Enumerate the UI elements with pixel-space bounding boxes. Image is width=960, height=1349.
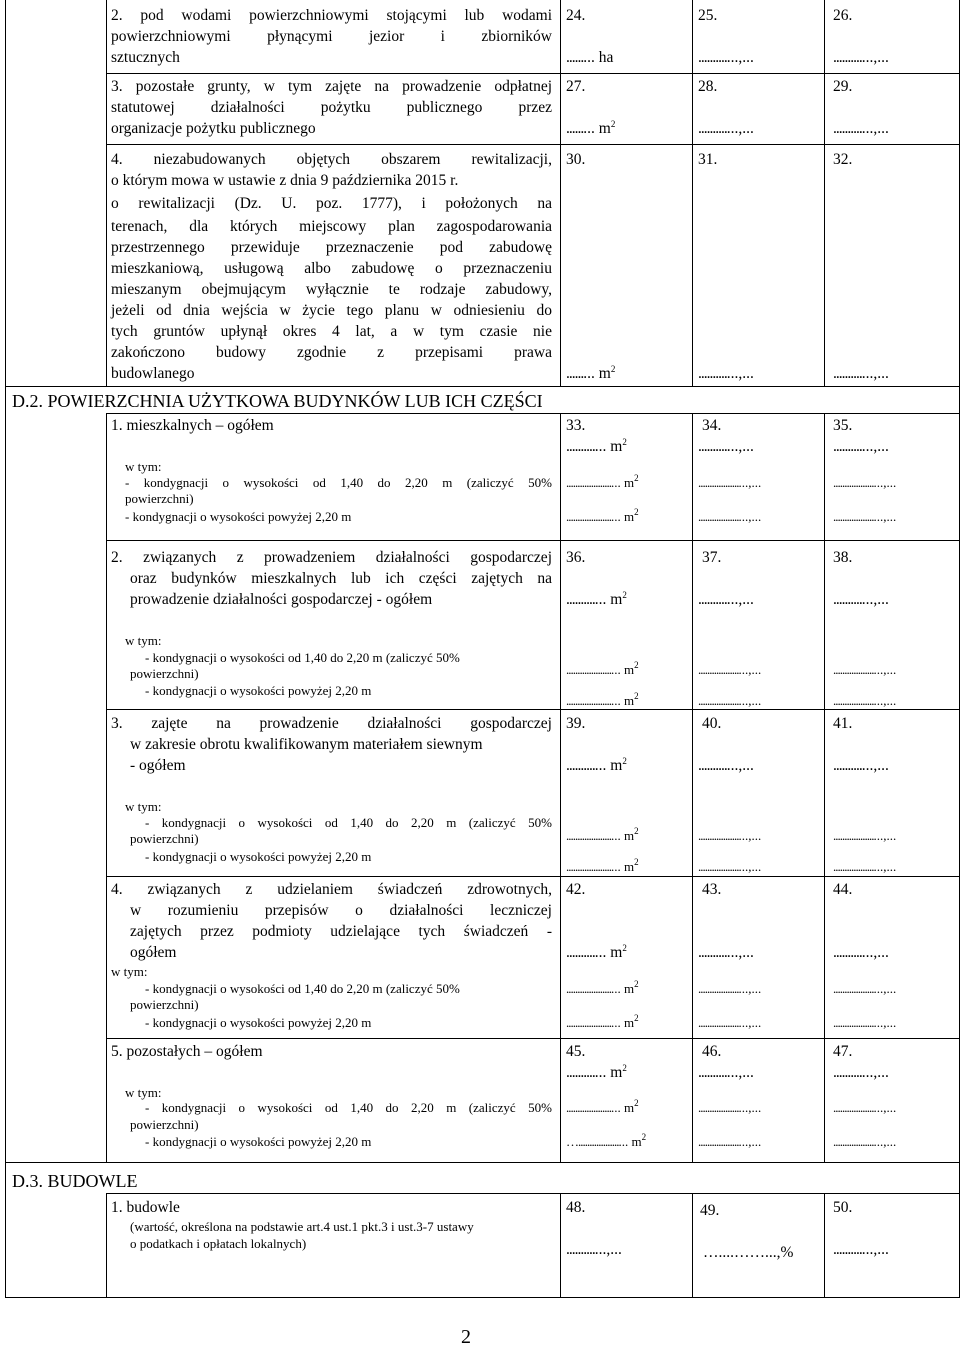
- field-number: 45.: [566, 1043, 586, 1060]
- row-text: mieszkaniową, usługową albo zabudowę o przeznaczeniu: [111, 260, 552, 277]
- row-text: terenach, dla których miejscowy plan zagospodarowania: [111, 218, 552, 235]
- in-which-label: w tym:: [125, 799, 162, 814]
- in-which-label: w tym:: [111, 964, 148, 979]
- tax-base-field[interactable]: .............,...: [698, 49, 754, 66]
- field-number: 25.: [698, 7, 718, 24]
- row-text: budowlanego: [111, 365, 195, 382]
- row-text: powierzchni): [130, 1117, 199, 1132]
- field-number: 40.: [702, 715, 722, 732]
- field-number: 28.: [698, 78, 718, 95]
- tax-base-field[interactable]: .............,...: [698, 365, 754, 382]
- field-number: 46.: [702, 1043, 722, 1060]
- grid-line: [824, 0, 825, 387]
- grid-line: [106, 709, 960, 710]
- row-text: - kondygnacji o wysokości od 1,40 do 2,20 m (zaliczyć 50%: [145, 650, 460, 665]
- row-text: 1. mieszkalnych – ogółem: [111, 417, 274, 434]
- rate-field[interactable]: .............,...: [833, 944, 889, 961]
- field-number: 34.: [702, 417, 722, 434]
- row-text: 2. pod wodami powierzchniowymi stojącymi lub wodami: [111, 7, 552, 24]
- tax-base-field[interactable]: .....................,...: [698, 1100, 762, 1115]
- row-text: - kondygnacji o wysokości powyżej 2,20 m: [125, 509, 352, 524]
- grid-line: [692, 0, 693, 387]
- row-text: statutowej działalności pożytku publicznego przez: [111, 99, 552, 116]
- area-field[interactable]: ....................... $m^2$: [566, 857, 639, 874]
- tax-base-field[interactable]: .....................,...: [698, 693, 762, 708]
- field-number: 27.: [566, 78, 586, 95]
- rate-field[interactable]: .....................,...: [833, 981, 897, 996]
- field-number: 43.: [702, 881, 722, 898]
- rate-field[interactable]: .............,...: [833, 120, 889, 137]
- field-number: 49.: [700, 1202, 720, 1219]
- section-title: D.2. POWIERZCHNIA UŻYTKOWA BUDYNKÓW LUB ICH CZĘŚCI: [12, 391, 543, 411]
- row-text: (wartość, określona na podstawie art.4 ust.1 pkt.3 i ust.3-7 ustawy: [130, 1219, 474, 1234]
- grid-line: [106, 73, 960, 74]
- grid-line: [106, 413, 107, 1163]
- row-text: 2. związanych z prowadzeniem działalności gospodarczej: [111, 549, 552, 566]
- area-field[interactable]: ......... $m^2$: [566, 119, 616, 137]
- row-text: 1. budowle: [111, 1199, 180, 1216]
- tax-base-field[interactable]: .....................,...: [698, 1015, 762, 1030]
- grid-line: [692, 1193, 693, 1298]
- tax-base-field[interactable]: .............,...: [698, 944, 754, 961]
- field-number: 32.: [833, 151, 853, 168]
- row-text: tych gruntów upłynął okres 4 lat, a w tym czasie nie: [111, 323, 552, 340]
- grid-line: [106, 413, 960, 414]
- tax-base-field[interactable]: .............,...: [698, 591, 754, 608]
- field-number: 24.: [566, 7, 586, 24]
- area-field[interactable]: ............. $m^2$: [566, 590, 627, 608]
- tax-base-field[interactable]: .............,...: [698, 120, 754, 137]
- area-field[interactable]: ............. $m^2$: [566, 756, 627, 774]
- rate-field[interactable]: .....................,...: [833, 475, 897, 490]
- row-text: powierzchni): [125, 491, 194, 506]
- grid-line: [106, 144, 960, 145]
- row-text: o podatkach i opłatach lokalnych): [130, 1236, 307, 1251]
- area-field[interactable]: ....................... $m^2$: [566, 979, 639, 996]
- row-text: 5. pozostałych – ogółem: [111, 1043, 263, 1060]
- field-number: 44.: [833, 881, 853, 898]
- grid-line: [106, 1193, 107, 1298]
- tax-base-field[interactable]: .....................,...: [698, 509, 762, 524]
- field-number: 48.: [566, 1199, 586, 1216]
- rate-field[interactable]: .....................,...: [833, 1100, 897, 1115]
- area-field[interactable]: ......... ha: [566, 49, 614, 66]
- row-text: 4. niezabudowanych objętych obszarem rewitalizacji,: [111, 151, 552, 168]
- field-number: 37.: [702, 549, 722, 566]
- row-text: sztucznych: [111, 49, 180, 66]
- field-number: 41.: [833, 715, 853, 732]
- row-text: oraz budynków mieszkalnych lub ich części zajętych na: [130, 570, 552, 587]
- field-number: 33.: [566, 417, 586, 434]
- row-text: - kondygnacji o wysokości od 1,40 do 2,20 m (zaliczyć 50%: [145, 815, 552, 830]
- area-field[interactable]: …..................... $m^2$: [566, 1132, 647, 1149]
- grid-line: [560, 1193, 561, 1298]
- rate-field[interactable]: .............,...: [833, 757, 889, 774]
- area-field[interactable]: ............. $m^2$: [566, 437, 627, 455]
- row-text: prowadzenie działalności gospodarczej - ogółem: [130, 591, 433, 608]
- row-text: 4. związanych z udzielaniem świadczeń zdrowotnych,: [111, 881, 552, 898]
- grid-line: [5, 386, 960, 387]
- area-field[interactable]: ......... $m^2$: [566, 364, 616, 382]
- tax-base-field[interactable]: .....................,...: [698, 981, 762, 996]
- section-title: D.3. BUDOWLE: [12, 1171, 138, 1191]
- grid-line: [824, 1193, 825, 1298]
- row-text: - kondygnacji o wysokości od 1,40 do 2,20 m (zaliczyć 50%: [145, 981, 460, 996]
- in-which-label: w tym:: [125, 459, 162, 474]
- grid-line: [106, 876, 960, 877]
- in-which-label: w tym:: [125, 1085, 162, 1100]
- rate-field[interactable]: .....................,...: [833, 662, 897, 677]
- area-field[interactable]: ....................... $m^2$: [566, 1098, 639, 1115]
- row-text: powierzchni): [130, 666, 199, 681]
- row-text: ogółem: [130, 944, 177, 961]
- row-text: przestrzennego przewiduje przeznaczenie pod zabudowę: [111, 239, 552, 256]
- tax-base-field[interactable]: .............,...: [698, 757, 754, 774]
- grid-line: [106, 1193, 960, 1194]
- grid-line: [560, 0, 561, 387]
- row-text: organizacje pożytku publicznego: [111, 120, 316, 137]
- grid-line: [5, 1162, 960, 1163]
- row-text: w rozumieniu przepisów o działalności leczniczej: [130, 902, 552, 919]
- rate-field[interactable]: .....................,...: [833, 1015, 897, 1030]
- tax-base-field[interactable]: .....................,...: [698, 475, 762, 490]
- rate-field[interactable]: .....................,...: [833, 859, 897, 874]
- area-field[interactable]: ............. $m^2$: [566, 1063, 627, 1081]
- rate-field[interactable]: .....................,...: [833, 693, 897, 708]
- row-text: mieszanym obejmującym wyłącznie te rodzaje zabudowy,: [111, 281, 552, 298]
- rate-field[interactable]: .............,...: [833, 365, 889, 382]
- field-number: 50.: [833, 1199, 853, 1216]
- tax-base-field[interactable]: .....................,...: [698, 828, 762, 843]
- rate-field[interactable]: .............,...: [833, 591, 889, 608]
- rate-percent-field[interactable]: …....……...,%: [703, 1244, 794, 1261]
- row-text: - ogółem: [130, 757, 186, 774]
- grid-line: [106, 1038, 960, 1039]
- rate-field[interactable]: .....................,...: [833, 828, 897, 843]
- field-number: 35.: [833, 417, 853, 434]
- row-text: zakończono budowy zgodnie z przepisami prawa: [111, 344, 552, 361]
- row-text: 3. pozostałe grunty, w tym zajęte na prowadzenie odpłatnej: [111, 78, 552, 95]
- field-number: 42.: [566, 881, 586, 898]
- row-text: o którym mowa w ustawie z dnia 9 października 2015 r.: [111, 172, 459, 189]
- area-field[interactable]: ....................... $m^2$: [566, 507, 639, 524]
- value-field[interactable]: .............,...: [566, 1241, 622, 1258]
- row-text: o rewitalizacji (Dz. U. poz. 1777), i położonych na: [111, 195, 552, 212]
- grid-line: [560, 413, 561, 1163]
- field-number: 31.: [698, 151, 718, 168]
- row-text: - kondygnacji o wysokości od 1,40 do 2,20 m (zaliczyć 50%: [125, 475, 552, 490]
- field-number: 36.: [566, 549, 586, 566]
- page-number: 2: [461, 1326, 471, 1348]
- grid-line: [824, 413, 825, 1163]
- row-text: zajętych przez podmioty udzielające tych świadczeń -: [130, 923, 552, 940]
- row-text: 3. zajęte na prowadzenie działalności gospodarczej: [111, 715, 552, 732]
- grid-line: [106, 0, 107, 387]
- row-text: - kondygnacji o wysokości powyżej 2,20 m: [145, 683, 372, 698]
- row-text: - kondygnacji o wysokości od 1,40 do 2,20 m (zaliczyć 50%: [145, 1100, 552, 1115]
- field-number: 29.: [833, 78, 853, 95]
- row-text: jeżeli od dnia wejścia w życie tego planu w odniesieniu do: [111, 302, 552, 319]
- row-text: powierzchniowymi płynącymi jezior i zbiorników: [111, 28, 552, 45]
- tax-base-field[interactable]: .............,...: [698, 438, 754, 455]
- row-text: - kondygnacji o wysokości powyżej 2,20 m: [145, 1134, 372, 1149]
- row-text: powierzchni): [130, 997, 199, 1012]
- area-field[interactable]: ....................... $m^2$: [566, 691, 639, 708]
- field-number: 38.: [833, 549, 853, 566]
- row-text: - kondygnacji o wysokości powyżej 2,20 m: [145, 849, 372, 864]
- area-field[interactable]: ....................... $m^2$: [566, 473, 639, 490]
- grid-line: [106, 540, 960, 541]
- row-text: powierzchni): [130, 831, 199, 846]
- field-number: 47.: [833, 1043, 853, 1060]
- area-field[interactable]: ....................... $m^2$: [566, 826, 639, 843]
- tax-amount-field[interactable]: .............,...: [833, 1241, 889, 1258]
- field-number: 39.: [566, 715, 586, 732]
- area-field[interactable]: ............. $m^2$: [566, 943, 627, 961]
- rate-field[interactable]: .............,...: [833, 438, 889, 455]
- tax-base-field[interactable]: .....................,...: [698, 662, 762, 677]
- row-text: w zakresie obrotu kwalifikowanym materiałem siewnym: [130, 736, 483, 753]
- rate-field[interactable]: .....................,...: [833, 1134, 897, 1149]
- in-which-label: w tym:: [125, 633, 162, 648]
- area-field[interactable]: ....................... $m^2$: [566, 1013, 639, 1030]
- tax-base-field[interactable]: .....................,...: [698, 1134, 762, 1149]
- rate-field[interactable]: .....................,...: [833, 509, 897, 524]
- rate-field[interactable]: .............,...: [833, 49, 889, 66]
- tax-base-field[interactable]: .....................,...: [698, 859, 762, 874]
- field-number: 30.: [566, 151, 586, 168]
- row-text: - kondygnacji o wysokości powyżej 2,20 m: [145, 1015, 372, 1030]
- tax-base-field[interactable]: .............,...: [698, 1064, 754, 1081]
- grid-line: [692, 413, 693, 1163]
- field-number: 26.: [833, 7, 853, 24]
- area-field[interactable]: ....................... $m^2$: [566, 660, 639, 677]
- rate-field[interactable]: .............,...: [833, 1064, 889, 1081]
